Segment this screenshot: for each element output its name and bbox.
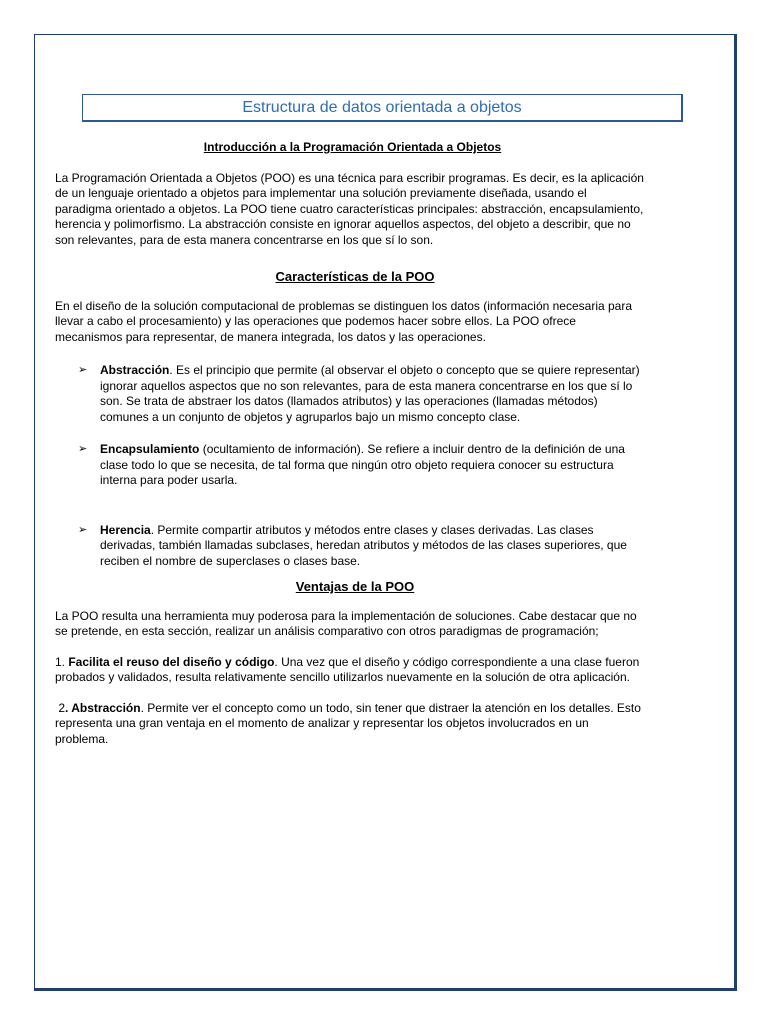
ventaja-number: 1.	[55, 654, 69, 669]
ventajas-heading: Ventajas de la POO	[295, 579, 415, 594]
ventaja-item-reuso	[55, 655, 645, 686]
arrow-bullet-icon: ➢	[78, 523, 88, 536]
document-title-box	[82, 94, 683, 122]
caracteristicas-heading: Características de la POO	[275, 269, 435, 284]
list-item-term: Encapsulamiento	[100, 442, 200, 456]
caracteristicas-paragraph: En el diseño de la solución computacional de problemas se distinguen los datos (información necesaria para llevar a cabo el procesamiento) y las operaciones que podemos hacer sobre ellos. La POO ofrece mecanismos para representar, de manera integrada, los datos y las operaciones.	[55, 298, 633, 344]
arrow-bullet-icon: ➢	[78, 443, 88, 455]
arrow-bullet-icon: ➢	[78, 364, 88, 376]
list-item-text: . Permite compartir atributos y métodos entre clases y clases derivadas. Las clases derivadas, también llamadas subclases, heredan atributos y métodos de las clases superiores, que reciben el nombre de superclases o clases base.	[100, 522, 627, 568]
ventaja-item-abstraccion	[55, 701, 645, 748]
ventaja-number: 2	[55, 700, 66, 715]
ventajas-paragraph: La POO resulta una herramienta muy poderosa para la implementación de soluciones. Cabe destacar que no se pretende, en esta sección, realizar un análisis comparativo con otros paradigmas de programación;	[55, 608, 637, 638]
caracteristicas-list	[55, 363, 645, 569]
list-item-text: (ocultamiento de información). Se refiere a incluir dentro de la definición de una clase todo lo que se necesita, de tal forma que ningún otro objeto requiera conocer su estructura interna para poder usarla.	[100, 442, 625, 487]
list-item-text: . Es el principio que permite (al observar el objeto o concepto que se quiere representar) ignorar aquellos aspectos que no son relevantes, para de esta manera concentrarse en los que sí lo son. Se trata de abstraer los datos (llamados atributos) y las operaciones (llamadas métodos) comunes a un conjunto de objetos y agruparlos bajo un mismo concepto clase.	[100, 363, 640, 424]
list-item-herencia	[78, 522, 645, 570]
list-item-term: Herencia	[100, 522, 151, 537]
list-item-encapsulamiento	[78, 442, 645, 489]
ventaja-term: Facilita el reuso del diseño y código	[68, 654, 275, 669]
intro-heading: Introducción a la Programación Orientada a Objetos	[203, 140, 502, 154]
ventaja-text: . Permite ver el concepto como un todo, sin tener que distraer la atención en los detalles. Esto representa una gran ventaja en el momento de analizar y representar los objetos involucrados en un problema.	[55, 700, 641, 746]
list-item-abstraccion	[78, 363, 645, 425]
intro-paragraph: La Programación Orientada a Objetos (POO) es una técnica para escribir programas. Es decir, es la aplicación de un lenguaje orientado a objetos para implementar una solución previamente diseñada, usando el paradigma orientado a objetos. La POO tiene cuatro características principales: abstracción, encapsulamiento, herencia y polimorfismo. La abstracción consiste en ignorar aquellos aspectos, del objeto a describir, que no son relevantes, para de esta manera concentrarse en los que sí lo son.	[55, 170, 644, 247]
document-body	[55, 140, 645, 747]
ventaja-term: . Abstracción	[65, 700, 141, 715]
list-item-term: Abstracción	[100, 363, 170, 377]
ventaja-text: . Una vez que el diseño y código correspondiente a una clase fueron probados y validados, resulta relativamente sencillo utilizarlos nuevamente en la solución de otra aplicación.	[55, 654, 640, 684]
document-title: Estructura de datos orientada a objetos	[242, 99, 522, 116]
